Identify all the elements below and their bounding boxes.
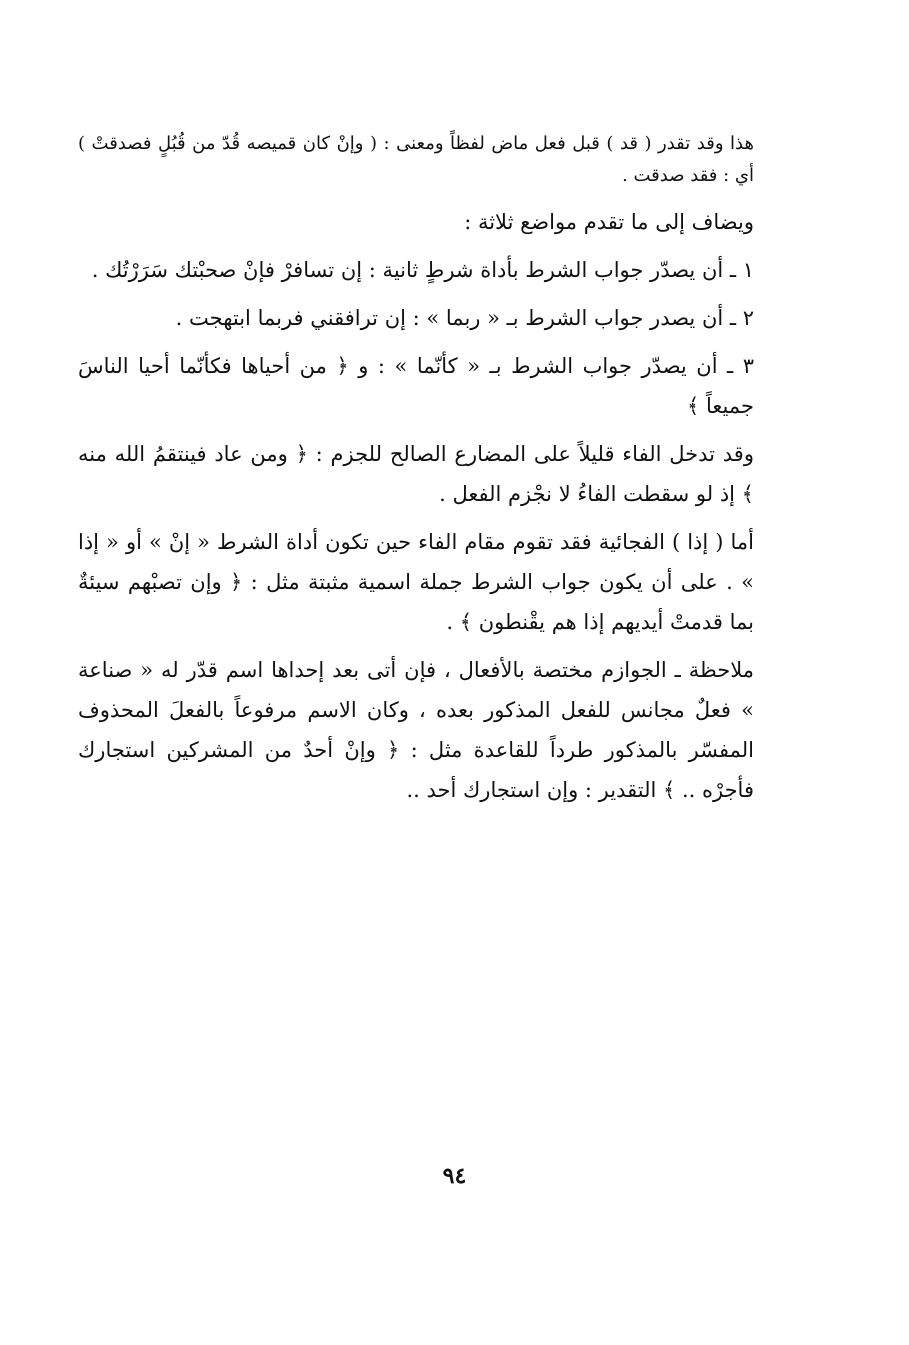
body-text: [78, 128, 754, 818]
paragraph-item-1: ١ ـ أن يصدّر جواب الشرط بأداة شرطٍ ثانية : إن تسافرْ فإنْ صحبْتك سَرَرْتُك .: [91, 258, 754, 282]
paragraph-note-jawazim: ملاحظة ـ الجوازم مختصة بالأفعال ، فإن أتى بعد إحداها اسم قدّر له « صناعة » فعلٌ مجانس للفعل المذكور بعده ، وكان الاسم مرفوعاً بالفعلَ المحذوف المفسّر بالمذكور طرداً للقاعدة مثل : ﴿ وإنْ أحدٌ من المشركين استجارك فأجرْه .. ﴾ التقدير : وإن استجارك أحد ..: [78, 658, 754, 802]
paragraph-idha-fujaiya: أما ( إذا ) الفجائية فقد تقوم مقام الفاء حين تكون أداة الشرط « إنْ » أو « إذا » . على أن يكون جواب الشرط جملة اسمية مثبتة مثل : ﴿ وإن تصبْهم سيئةٌ بما قدمتْ أيديهم إذا هم يقْنطون ﴾ .: [78, 530, 754, 634]
page-number: ٩٤: [442, 1163, 467, 1189]
paragraph-item-3: ٣ ـ أن يصدّر جواب الشرط بـ « كأنّما » : و ﴿ من أحياها فكأنّما أحيا الناسَ جميعاً ﴾: [78, 354, 754, 418]
paragraph-item-2: ٢ ـ أن يصدر جواب الشرط بـ « ربما » : إن ترافقني فربما ابتهجت .: [175, 306, 754, 330]
paragraph-three-positions-intro: ويضاف إلى ما تقدم مواضع ثلاثة :: [464, 210, 754, 234]
paragraph-fa-on-mudari: وقد تدخل الفاء قليلاً على المضارع الصالح للجزم : ﴿ ومن عاد فينتقمُ الله منه ﴾ إذ لو سقطت الفاءُ لا نجْزم الفعل .: [78, 442, 754, 506]
paragraph-qad-implied: هذا وقد تقدر ( قد ) قبل فعل ماض لفظاً ومعنى : ( وإنْ كان قميصه قُدّ من قُبُلٍ فصدقتْ ) أي : فقد صدقت .: [78, 133, 754, 186]
